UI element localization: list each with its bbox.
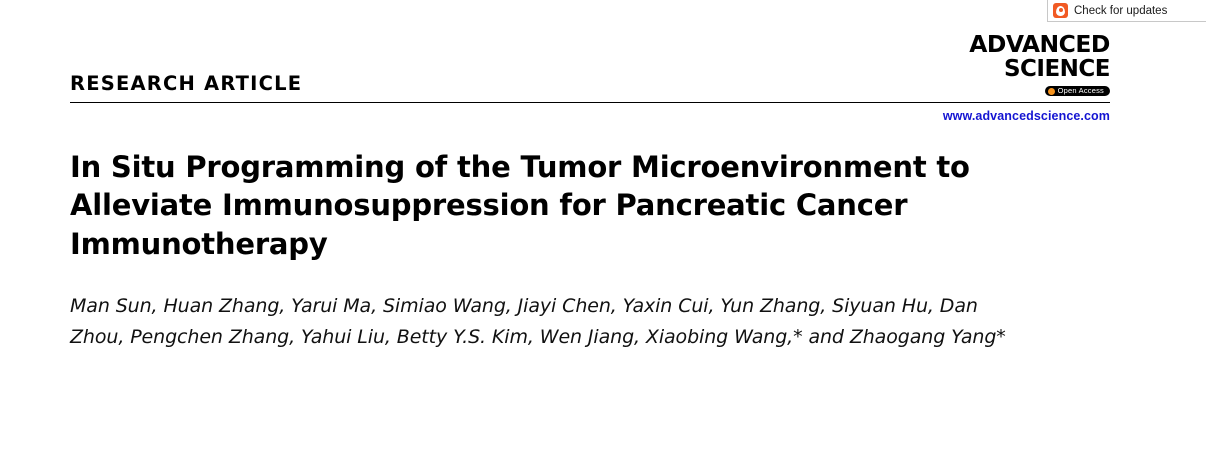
check-for-updates-badge[interactable] [1047, 0, 1206, 22]
crossmark-icon [1053, 3, 1068, 18]
page-title: In Situ Programming of the Tumor Microenvironment to Alleviate Immunosuppression for Pancreatic Cancer Immunotherapy [70, 150, 970, 261]
journal-url-link[interactable]: www.advancedscience.com [942, 109, 1110, 123]
page-header [70, 34, 1110, 123]
header-divider [70, 102, 1110, 103]
journal-logo [969, 32, 1110, 99]
author-list: Man Sun, Huan Zhang, Yarui Ma, Simiao Wang, Jiayi Chen, Yaxin Cui, Yun Zhang, Siyuan Hu, Dan Zhou, Pengchen Zhang, Yahui Liu, Betty Y.S. Kim, Wen Jiang, Xiaobing Wang,* and Zhaogang Yang* [70, 294, 1006, 348]
section-label: RESEARCH ARTICLE [70, 72, 303, 95]
check-for-updates-label: Check for updates [1074, 4, 1168, 17]
header-row [70, 34, 1110, 99]
open-access-badge: Open Access [1045, 86, 1110, 96]
journal-name-line1: ADVANCED [969, 32, 1110, 58]
journal-name-line2: SCIENCE [1003, 56, 1110, 82]
article-block [70, 148, 1060, 352]
